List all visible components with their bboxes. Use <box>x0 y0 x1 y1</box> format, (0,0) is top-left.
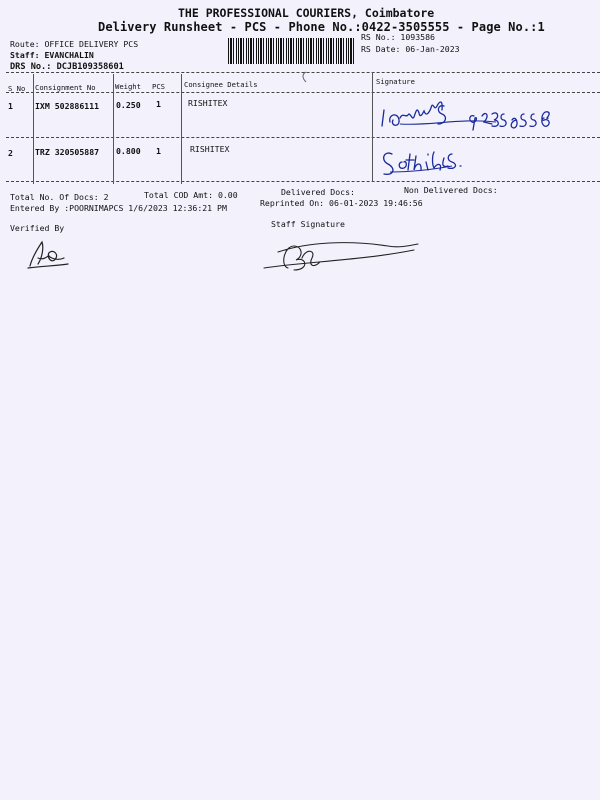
row-pcs: 1 <box>156 99 161 109</box>
row-weight: 0.250 <box>116 100 141 110</box>
staff-label: Staff: EVANCHALIN <box>10 50 94 60</box>
row-consignment: IXM 502886111 <box>35 101 100 111</box>
pen-stroke <box>300 70 312 84</box>
delivered-docs: Delivered Docs: <box>281 187 355 197</box>
verifier-signature <box>24 236 84 272</box>
rs-date: RS Date: 06-Jan-2023 <box>361 44 460 54</box>
row-consignee: RISHITEX <box>188 98 228 108</box>
col-header-signature: Signature <box>376 77 415 86</box>
row-sno: 1 <box>8 101 13 111</box>
table-header-rule <box>6 92 600 93</box>
col-header-consignment: Consignment No <box>35 83 96 92</box>
rs-number: RS No.: 1093586 <box>361 32 435 42</box>
staff-signature-scribble <box>258 232 418 274</box>
row-consignment: TRZ 320505887 <box>35 147 100 157</box>
col-divider <box>181 74 182 184</box>
verified-by-label: Verified By <box>10 223 65 233</box>
entered-by: Entered By :POORNIMAPCS 1/6/2023 12:36:21 PM <box>10 203 227 213</box>
total-docs: Total No. Of Docs: 2 <box>10 192 109 202</box>
col-divider <box>33 74 34 184</box>
handwritten-signature-1 <box>378 96 593 138</box>
handwritten-signature-2 <box>380 140 500 180</box>
barcode <box>228 38 354 64</box>
non-delivered-docs: Non Delivered Docs: <box>404 185 498 195</box>
staff-signature-label: Staff Signature <box>271 219 345 229</box>
col-header-pcs: PCS <box>152 82 165 91</box>
reprinted-on: Reprinted On: 06-01-2023 19:46:56 <box>260 198 423 208</box>
runsheet-subtitle: Delivery Runsheet - PCS - Phone No.:0422-3505555 - Page No.:1 <box>98 20 545 34</box>
route-label: Route: OFFICE DELIVERY PCS <box>10 39 139 49</box>
table-bottom-rule <box>6 181 600 182</box>
col-header-weight: Weight <box>115 82 141 91</box>
drs-number: DRS No.: DCJB109358601 <box>10 62 124 72</box>
col-divider <box>372 72 373 182</box>
col-header-consignee: Consignee Details <box>184 80 258 89</box>
row-pcs: 1 <box>156 146 161 156</box>
row-weight: 0.800 <box>116 146 141 156</box>
company-title: THE PROFESSIONAL COURIERS, Coimbatore <box>178 6 435 20</box>
row-consignee: RISHITEX <box>190 144 230 154</box>
col-divider <box>113 74 114 184</box>
total-cod: Total COD Amt: 0.00 <box>144 190 238 200</box>
row-sno: 2 <box>8 148 13 158</box>
col-header-sno: S No <box>8 84 26 93</box>
